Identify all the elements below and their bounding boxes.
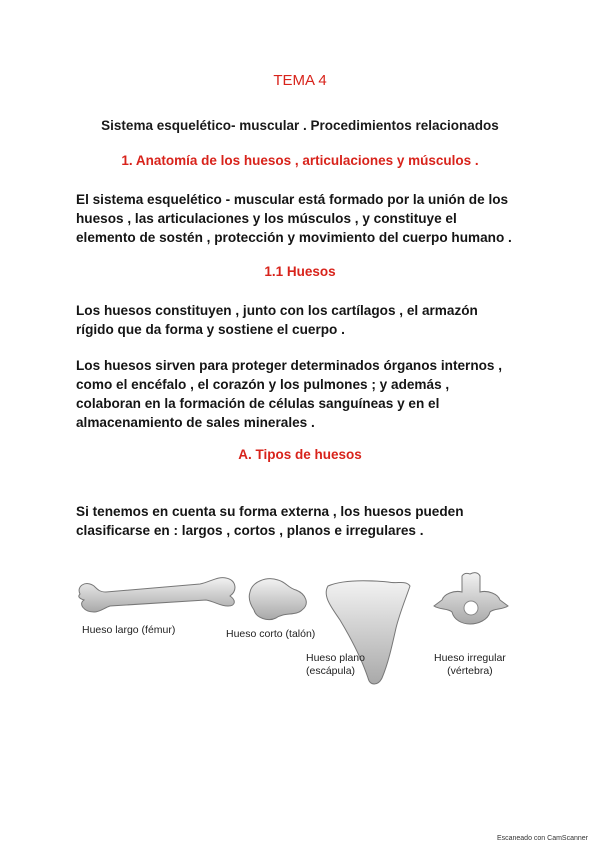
vertebra-bone: [434, 573, 508, 624]
caption-hueso-irregular: [434, 652, 506, 678]
caption-line: Hueso plano: [306, 652, 365, 664]
talus-bone: [249, 579, 306, 620]
text-line: El sistema esquelético - muscular está formado por la unión de los: [76, 192, 509, 207]
paragraph-tipos: [76, 502, 536, 540]
text-line: elemento de sostén , protección y movimiento del cuerpo humano .: [76, 230, 512, 245]
bone-types-figure: [70, 568, 530, 698]
text-line: rígido que da forma y sostiene el cuerpo .: [76, 322, 345, 337]
text-line: Si tenemos en cuenta su forma externa , los huesos pueden: [76, 504, 464, 519]
caption-hueso-largo: Hueso largo (fémur): [82, 624, 176, 636]
caption-hueso-plano: [306, 652, 365, 678]
paragraph-huesos-2: [76, 356, 536, 432]
section-heading-huesos: 1.1 Huesos: [264, 264, 336, 279]
caption-hueso-corto: Hueso corto (talón): [226, 628, 316, 640]
text-line: Los huesos constituyen , junto con los cartílagos , el armazón: [76, 303, 478, 318]
section-heading-tipos: A. Tipos de huesos: [238, 447, 362, 462]
text-line: colaboran en la formación de células sanguíneas y en el: [76, 396, 440, 411]
paragraph-huesos-1: [76, 301, 536, 339]
text-line: clasificarse en : largos , cortos , planos e irregulares .: [76, 523, 424, 538]
paragraph-intro: [76, 190, 536, 247]
text-line: como el encéfalo , el corazón y los pulmones ; y además ,: [76, 377, 450, 392]
caption-line: (escápula): [306, 665, 356, 677]
page-title: TEMA 4: [273, 72, 327, 89]
text-line: huesos , las articulaciones y los músculos , y constituye el: [76, 211, 457, 226]
text-line: Los huesos sirven para proteger determinados órganos internos ,: [76, 358, 503, 373]
text-line: almacenamiento de sales minerales .: [76, 415, 315, 430]
caption-line: (vértebra): [447, 665, 493, 677]
document-subtitle: Sistema esquelético- muscular . Procedimientos relacionados: [101, 118, 499, 133]
scanner-watermark: Escaneado con CamScanner: [496, 835, 588, 842]
section-heading-anatomia: 1. Anatomía de los huesos , articulaciones y músculos .: [121, 153, 479, 168]
caption-line: Hueso irregular: [434, 652, 506, 664]
femur-bone: [79, 578, 235, 612]
